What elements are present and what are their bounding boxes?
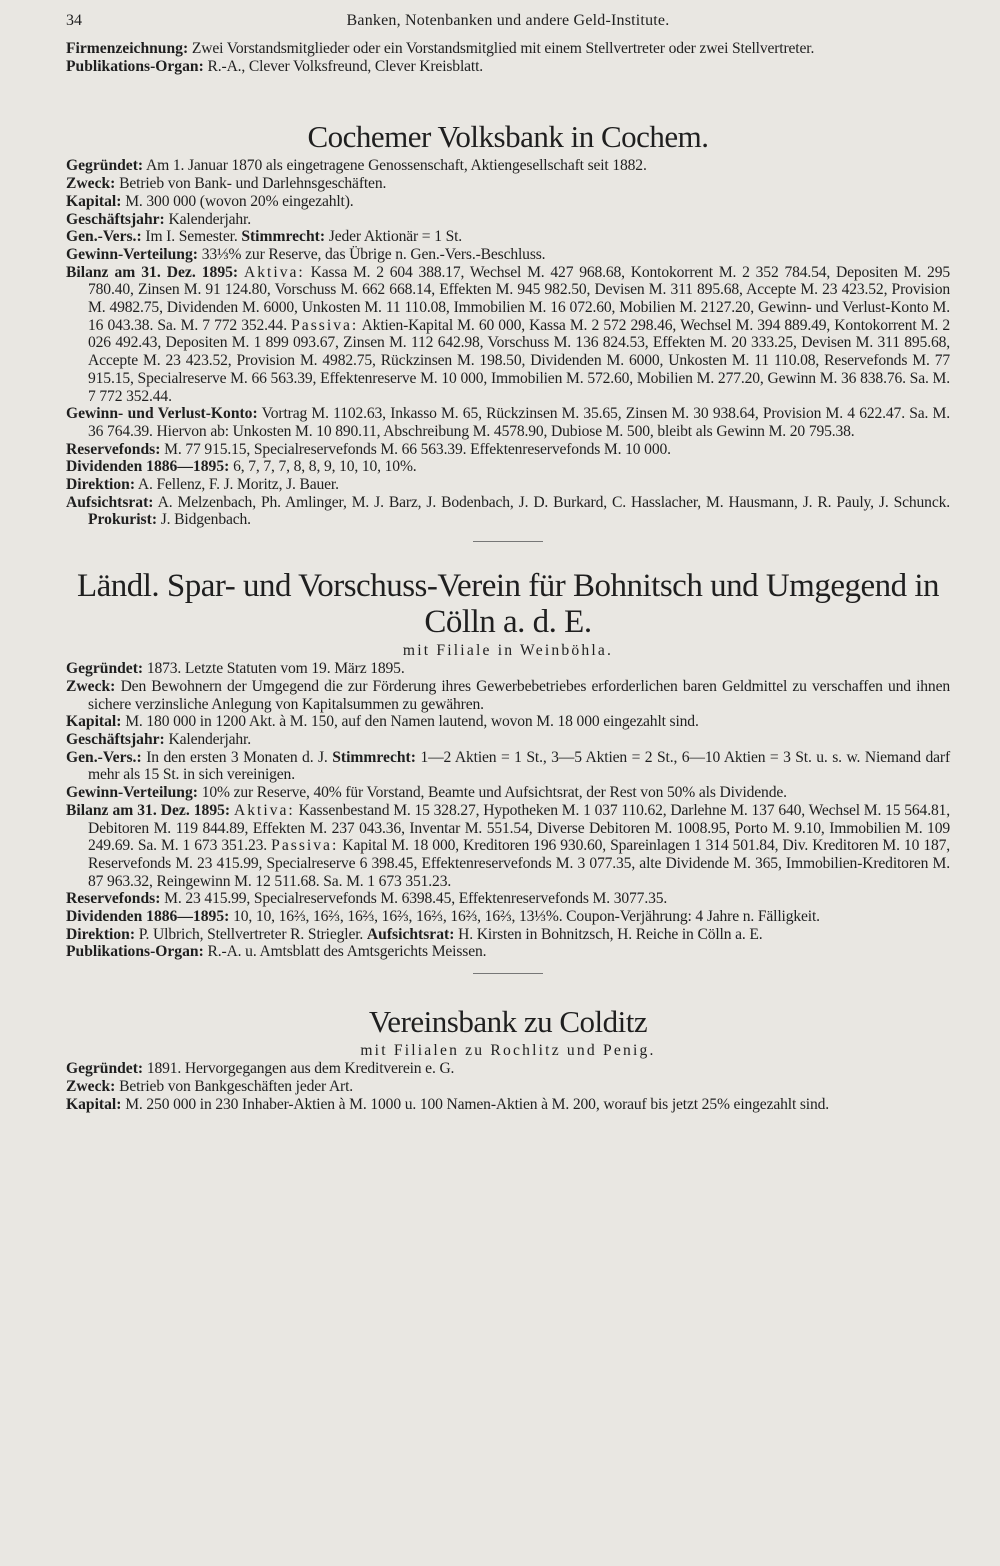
field-label: Zweck:: [66, 1077, 116, 1095]
field-text: P. Ulbrich, Stellvertreter R. Striegler.: [135, 925, 367, 943]
field-text: Aktien-Kapital M. 60 000, Kassa M. 2 572 298.46, Wechsel M. 394 889.49, Kontokorrent M. 2 026 492.43, Depositen M. 1 899 093.67, Zinsen M. 112 642.98, Vorschuss M. 136 824.53, Effekten M. 20 333.25, Devisen M. 311 895.68, Accepte M. 23 423.52, Provision M. 4982.75, Rückzinsen M. 198.50, Dividenden M. 6000, Unkosten M. 11 110.08, Reservefonds M. 77 915.15, Specialreserve M. 66 563.39, Effektenreserve M. 10 000, Immobilien M. 572.60, Mobilien M. 277.20, Gewinn M. 36 838.76. Sa. M. 7 772 352.44.: [88, 316, 950, 405]
field-text: R.-A. u. Amtsblatt des Amtsgerichts Meissen.: [203, 943, 487, 961]
field-text: 33⅓% zur Reserve, das Übrige n. Gen.-Vers.-Beschluss.: [197, 245, 546, 263]
document-page: [66, 8, 950, 1113]
entry-paragraph: [66, 926, 950, 944]
field-label: Gegründet:: [66, 157, 144, 175]
field-label: Aufsichtsrat:: [66, 493, 154, 511]
field-text: Im I. Semester.: [141, 228, 242, 246]
field-label: Bilanz am 31. Dez. 1895:: [66, 263, 239, 281]
running-title: Banken, Notenbanken und andere Geld-Institute.: [346, 12, 670, 29]
field-label: Kapital:: [66, 713, 122, 731]
entry-paragraph: [66, 246, 950, 264]
field-label: Zweck:: [66, 175, 116, 193]
entry-paragraph: [66, 193, 950, 211]
field-label: Bilanz am 31. Dez. 1895:: [66, 801, 231, 819]
field-label: Reservefonds:: [66, 440, 161, 458]
field-label: Geschäftsjahr:: [66, 730, 165, 748]
field-label: Gewinn-Verteilung:: [66, 784, 198, 802]
field-label: Publikations-Organ:: [66, 57, 204, 75]
field-text: 1891. Hervorgegangen aus dem Kreditverein e. G.: [143, 1060, 455, 1078]
spaced-label: Passiva:: [291, 316, 359, 334]
field-text: 1—2 Aktien = 1 St., 3—5 Aktien = 2 St., 6—10 Aktien = 3 St. u. s. w. Niemand darf mehr als 15 St. in sich vereinigen.: [88, 748, 950, 784]
entry-paragraph: [66, 458, 950, 476]
field-label: Kapital:: [66, 192, 122, 210]
spaced-label: Passiva:: [271, 837, 339, 855]
section-divider: [473, 541, 543, 542]
entry-paragraph: [66, 228, 950, 246]
field-text: M. 300 000 (wovon 20% eingezahlt).: [121, 192, 354, 210]
entry-paragraph: [66, 157, 950, 175]
field-text: Kassa M. 2 604 388.17, Wechsel M. 427 968.68, Kontokorrent M. 2 352 784.54, Depositen M. 295 780.40, Zinsen M. 91 124.80, Vorschuss M. 662 668.14, Effekten M. 945 982.50, Devisen M. 311 895.68, Accepte M. 23 423.52, Provision M. 4982.75, Dividenden M. 6000, Unkosten M. 11 110.08, Immobilien M. 16 072.60, Mobilien M. 2127.20, Gewinn- und Verlust-Konto M. 16 043.38. Sa. M. 7 772 352.44.: [88, 263, 951, 334]
field-text: Am 1. Januar 1870 als eingetragene Genossenschaft, Aktiengesellschaft seit 1882.: [143, 157, 647, 175]
field-text: 10, 10, 16⅔, 16⅔, 16⅔, 16⅔, 16⅔, 16⅔, 16⅔, 13⅓%. Coupon-Verjährung: 4 Jahre n. Fälligkeit.: [229, 908, 820, 926]
field-label: Geschäftsjahr:: [66, 210, 165, 228]
entry-paragraph: [66, 1096, 950, 1114]
field-text: Kapital M. 18 000, Kreditoren 196 930.60, Spareinlagen 1 314 501.84, Div. Kreditoren M. 10 187, Reservefonds M. 23 415.99, Specialreserve 6 398.45, Effektenreservefonds M. 3 077.35, alte Dividende M. 365, Immobilien-Kreditoren M. 87 963.32, Reingewinn M. 12 511.68. Sa. M. 1 673 351.23.: [88, 837, 951, 890]
running-header: [66, 8, 950, 34]
entry-section: [66, 40, 950, 75]
section-title: Vereinsbank zu Colditz: [368, 1004, 648, 1040]
entry-paragraph: [66, 678, 950, 713]
field-label: Stimmrecht:: [332, 748, 416, 766]
entry-paragraph: [66, 713, 950, 731]
field-text: 1873. Letzte Statuten vom 19. März 1895.: [143, 660, 405, 678]
field-label: Gen.-Vers.:: [66, 748, 142, 766]
field-text: 6, 7, 7, 7, 8, 8, 9, 10, 10, 10%.: [229, 458, 417, 476]
field-label: Gewinn- und Verlust-Konto:: [66, 405, 258, 423]
section-title: Ländl. Spar- und Vorschuss-Verein für Bohnitsch und Umgegend in Cölln a. d. E.: [76, 568, 940, 641]
entry-paragraph: [66, 494, 950, 529]
field-text: Betrieb von Bank- und Darlehnsgeschäften.: [115, 175, 387, 193]
field-label: Firmenzeichnung:: [66, 40, 189, 57]
page-number: 34: [66, 12, 82, 29]
field-label: Publikations-Organ:: [66, 943, 204, 961]
entry-paragraph: [66, 784, 950, 802]
field-text: Vortrag M. 1102.63, Inkasso M. 65, Rückzinsen M. 35.65, Zinsen M. 30 938.64, Provision M. 4 622.47. Sa. M. 36 764.39. Hiervon ab: Unkosten M. 10 890.11, Abschreibung M. 4578.90, Dubiose M. 500, bleibt als Gewinn M. 20 795.38.: [88, 405, 950, 440]
field-text: In den ersten 3 Monaten d. J.: [141, 748, 333, 766]
field-label: Prokurist:: [88, 511, 158, 529]
field-text: Betrieb von Bankgeschäften jeder Art.: [115, 1077, 354, 1095]
entry-section: [66, 119, 950, 529]
entry-paragraph: [66, 943, 950, 961]
field-label: Gegründet:: [66, 1060, 144, 1078]
entry-paragraph: [66, 58, 950, 76]
section-subtitle: mit Filiale in Weinböhla.: [402, 642, 614, 660]
field-label: Gewinn-Verteilung:: [66, 245, 198, 263]
entry-paragraph: [66, 890, 950, 908]
entry-paragraph: [66, 660, 950, 678]
entry-paragraph: [66, 731, 950, 749]
field-label: Dividenden 1886—1895:: [66, 908, 230, 926]
entry-paragraph: [66, 405, 950, 440]
spaced-label: Aktiva:: [243, 263, 305, 281]
section-title: Cochemer Volksbank in Cochem.: [307, 119, 709, 155]
field-text: H. Kirsten in Bohnitzsch, H. Reiche in Cölln a. E.: [454, 925, 763, 943]
entry-paragraph: [66, 802, 950, 891]
entry-paragraph: [66, 441, 950, 459]
sections: [66, 40, 950, 1113]
field-text: J. Bidgenbach.: [157, 511, 251, 529]
field-text: Kassenbestand M. 15 328.27, Hypotheken M. 1 037 110.62, Darlehne M. 137 640, Wechsel M. 15 564.81, Debitoren M. 119 844.89, Effekten M. 237 043.36, Inventar M. 551.54, Diverse Debitoren M. 1008.95, Porto M. 9.10, Immobilien M. 109 249.69. Sa. M. 1 673 351.23.: [88, 801, 950, 855]
field-text: Zwei Vorstandsmitglieder oder ein Vorstandsmitglied mit einem Stellvertreter oder zwei Stellvertreter.: [188, 40, 815, 57]
entry-section: [66, 973, 950, 1113]
field-text: M. 180 000 in 1200 Akt. à M. 150, auf den Namen lautend, wovon M. 18 000 eingezahlt sind.: [121, 713, 699, 731]
entry-paragraph: [66, 1060, 950, 1078]
field-text: M. 250 000 in 230 Inhaber-Aktien à M. 1000 u. 100 Namen-Aktien à M. 200, worauf bis jetzt 25% eingezahlt sind.: [121, 1095, 830, 1113]
section-divider: [473, 973, 543, 974]
field-text: 10% zur Reserve, 40% für Vorstand, Beamte und Aufsichtsrat, der Rest von 50% als Dividende.: [197, 784, 787, 802]
entry-paragraph: [66, 749, 950, 784]
field-label: Kapital:: [66, 1095, 122, 1113]
field-label: Direktion:: [66, 925, 136, 943]
entry-paragraph: [66, 211, 950, 229]
field-label: Gen.-Vers.:: [66, 228, 142, 246]
entry-paragraph: [66, 908, 950, 926]
entry-paragraph: [66, 476, 950, 494]
field-text: Kalenderjahr.: [164, 210, 251, 228]
field-text: Jeder Aktionär = 1 St.: [325, 228, 463, 246]
entry-paragraph: [66, 175, 950, 193]
field-text: M. 23 415.99, Specialreservefonds M. 6398.45, Effektenreservefonds M. 3077.35.: [160, 890, 668, 908]
field-label: Reservefonds:: [66, 890, 161, 908]
entry-paragraph: [66, 40, 950, 58]
section-subtitle: mit Filialen zu Rochlitz und Penig.: [360, 1042, 656, 1060]
field-label: Stimmrecht:: [241, 228, 326, 246]
field-text: A. Melzenbach, Ph. Amlinger, M. J. Barz, J. Bodenbach, J. D. Burkard, C. Hasslacher, M. Hausmann, J. R. Pauly, J. Schunck.: [153, 493, 950, 511]
field-text: Kalenderjahr.: [164, 730, 251, 748]
entry-paragraph: [66, 264, 950, 406]
field-text: M. 77 915.15, Specialreservefonds M. 66 563.39. Effektenreservefonds M. 10 000.: [160, 440, 671, 458]
field-text: Den Bewohnern der Umgegend die zur Förderung ihres Gewerbebetriebes erforderlichen baren Geldmittel zu verschaffen und ihnen sichere verzinsliche Anlegung von Kapitalsummen zu gewähren.: [88, 677, 950, 713]
field-text: R.-A., Clever Volksfreund, Clever Kreisblatt.: [203, 57, 484, 75]
entry-section: [66, 541, 950, 961]
entry-paragraph: [66, 1078, 950, 1096]
field-label: Dividenden 1886—1895:: [66, 458, 230, 476]
field-label: Direktion:: [66, 476, 136, 494]
field-text: A. Fellenz, F. J. Moritz, J. Bauer.: [135, 476, 339, 494]
field-label: Gegründet:: [66, 660, 144, 678]
spaced-label: Aktiva:: [233, 801, 295, 819]
field-label: Aufsichtsrat:: [366, 925, 455, 943]
field-label: Zweck:: [66, 677, 116, 695]
